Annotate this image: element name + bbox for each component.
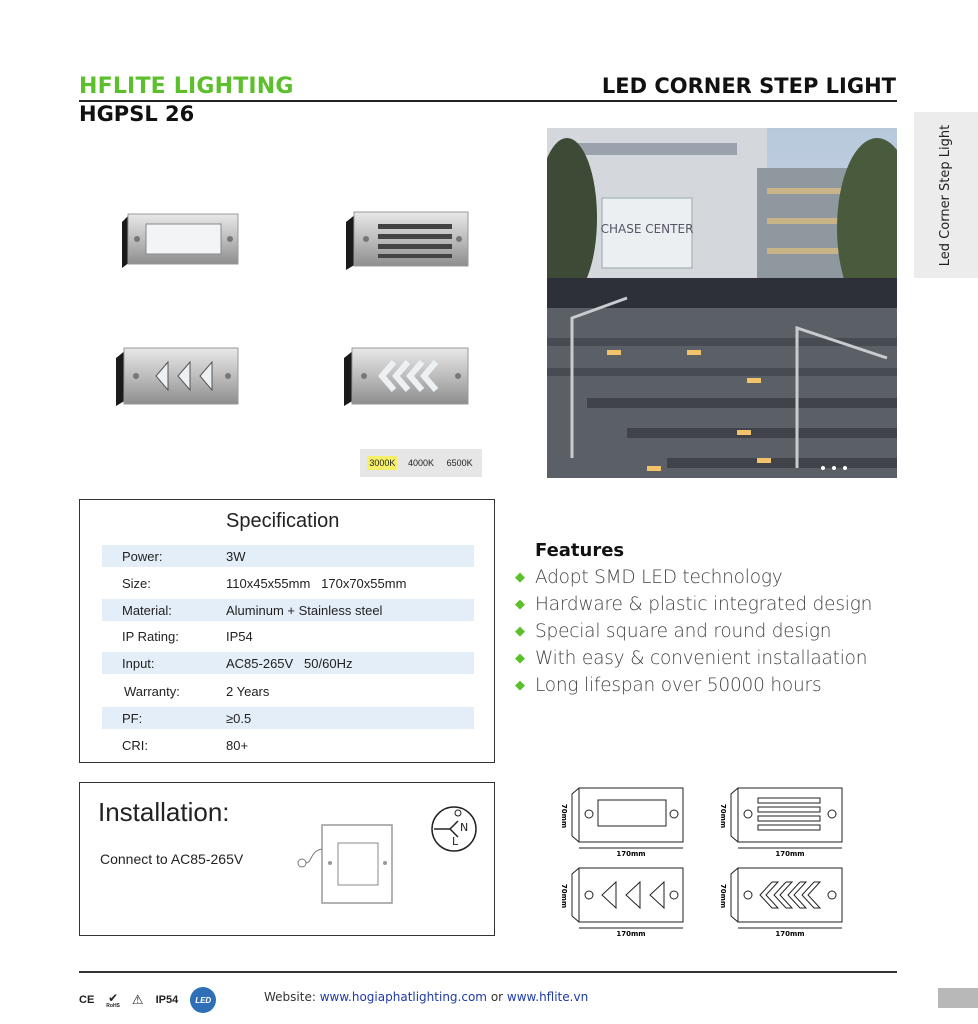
spec-title: Specification [226, 510, 340, 532]
cct-4000k[interactable]: 4000K [407, 458, 434, 468]
spec-value: 80+ [226, 738, 249, 753]
features-section [515, 540, 872, 699]
diamond-bullet-icon: ◆ [515, 651, 525, 666]
spec-row-pf [102, 707, 474, 729]
feature-item: ◆ Hardware & plastic integrated design [515, 594, 873, 615]
spec-value: ≥0.5 [226, 711, 252, 726]
carousel-dots[interactable] [821, 466, 847, 470]
height-label: 70mm [560, 883, 568, 909]
spec-label: IP Rating: [122, 629, 179, 644]
installation-description: Connect to AC85-265V [100, 851, 244, 867]
spec-label: Size: [122, 576, 151, 591]
cct-options [360, 449, 482, 477]
rohs-label: RoHS [106, 1002, 120, 1009]
terminal-l-label: L [452, 835, 459, 848]
spec-row-material [102, 599, 474, 621]
spec-label: Warranty: [124, 684, 180, 699]
features-list [515, 564, 872, 699]
feature-item: ◆ With easy & convenient installaation [515, 648, 868, 669]
spec-label: PF: [122, 711, 143, 726]
spec-value: 110x45x55mm 170x70x55mm [226, 576, 407, 591]
spec-label: Material: [122, 603, 172, 618]
arena-steps-illustration [547, 128, 897, 478]
led-badge-icon: LED [190, 987, 216, 1013]
height-label: 70mm [719, 803, 727, 829]
features-title: Features [535, 540, 625, 561]
terminal-symbol-icon [428, 801, 484, 857]
spec-label: CRI: [122, 738, 148, 753]
product-chevron-image [340, 340, 472, 412]
spec-row-size [102, 572, 474, 594]
wiring-diagram-icon [290, 813, 400, 913]
header-divider [79, 100, 897, 102]
feature-item: ◆ Adopt SMD LED technology [515, 567, 783, 588]
spec-row-warranty [102, 680, 474, 702]
side-category-tab[interactable] [914, 112, 978, 278]
spec-value: IP54 [226, 629, 253, 644]
terminal-n-label: N [460, 821, 469, 834]
photo-sign-text: CHASE CENTER [600, 222, 694, 236]
footer-website: Website: www.hogiaphatlighting.com or www.hflite.vn [264, 990, 589, 1004]
spec-value: Aluminum + Stainless steel [226, 603, 383, 618]
cct-6500k[interactable]: 6500K [446, 458, 473, 468]
product-frosted-image [110, 204, 242, 276]
brand-name: HFLITE LIGHTING [79, 74, 294, 99]
spec-value: 3W [226, 549, 246, 564]
width-label: 170mm [616, 850, 646, 858]
installation-box [79, 782, 495, 936]
specification-table [79, 499, 495, 763]
width-label: 170mm [775, 930, 805, 938]
product-triangle-image [110, 340, 242, 412]
diamond-bullet-icon: ◆ [515, 678, 525, 693]
feature-item: ◆ Long lifespan over 50000 hours [515, 675, 822, 696]
spec-row-input [102, 652, 474, 674]
spec-row-cri [102, 734, 474, 756]
page-corner-tab [938, 988, 978, 1008]
rohs-icon: ✔ RoHS [106, 990, 120, 1009]
website-link-2[interactable]: www.hflite.vn [506, 990, 589, 1004]
spec-value: 2 Years [226, 684, 270, 699]
dimension-drawing-frosted [560, 788, 683, 858]
website-link-1[interactable]: www.hogiaphatlighting.com [319, 990, 487, 1004]
diamond-bullet-icon: ◆ [515, 597, 525, 612]
product-louver-image [340, 204, 472, 276]
width-label: 170mm [616, 930, 646, 938]
spec-label: Input: [122, 656, 155, 671]
spec-row-ip-rating [102, 625, 474, 647]
installation-title: Installation: [98, 797, 230, 827]
cct-3000k[interactable]: 3000K [369, 458, 396, 468]
dimension-drawing-triangle [560, 868, 683, 938]
ip-rating-label: IP54 [155, 994, 179, 1006]
feature-item: ◆ Special square and round design [515, 621, 832, 642]
side-tab-label: Led Corner Step Light [938, 124, 954, 266]
width-label: 170mm [775, 850, 805, 858]
height-label: 70mm [560, 803, 568, 829]
product-title: LED CORNER STEP LIGHT [601, 74, 896, 98]
warning-triangle-icon: ⚠ [131, 992, 144, 1007]
model-number: HGPSL 26 [79, 102, 195, 126]
spec-row-power [102, 545, 474, 567]
spec-value: AC85-265V 50/60Hz [226, 656, 353, 671]
certification-icons [79, 987, 216, 1013]
ce-mark-icon: CE [79, 994, 95, 1006]
diamond-bullet-icon: ◆ [515, 570, 525, 585]
dimension-drawing-louver [719, 788, 842, 858]
height-label: 70mm [719, 883, 727, 909]
footer-divider [79, 971, 897, 973]
spec-label: Power: [122, 549, 163, 564]
dimension-drawings [558, 778, 858, 943]
application-photo [547, 128, 897, 478]
dimension-drawing-chevron [719, 868, 842, 938]
diamond-bullet-icon: ◆ [515, 624, 525, 639]
